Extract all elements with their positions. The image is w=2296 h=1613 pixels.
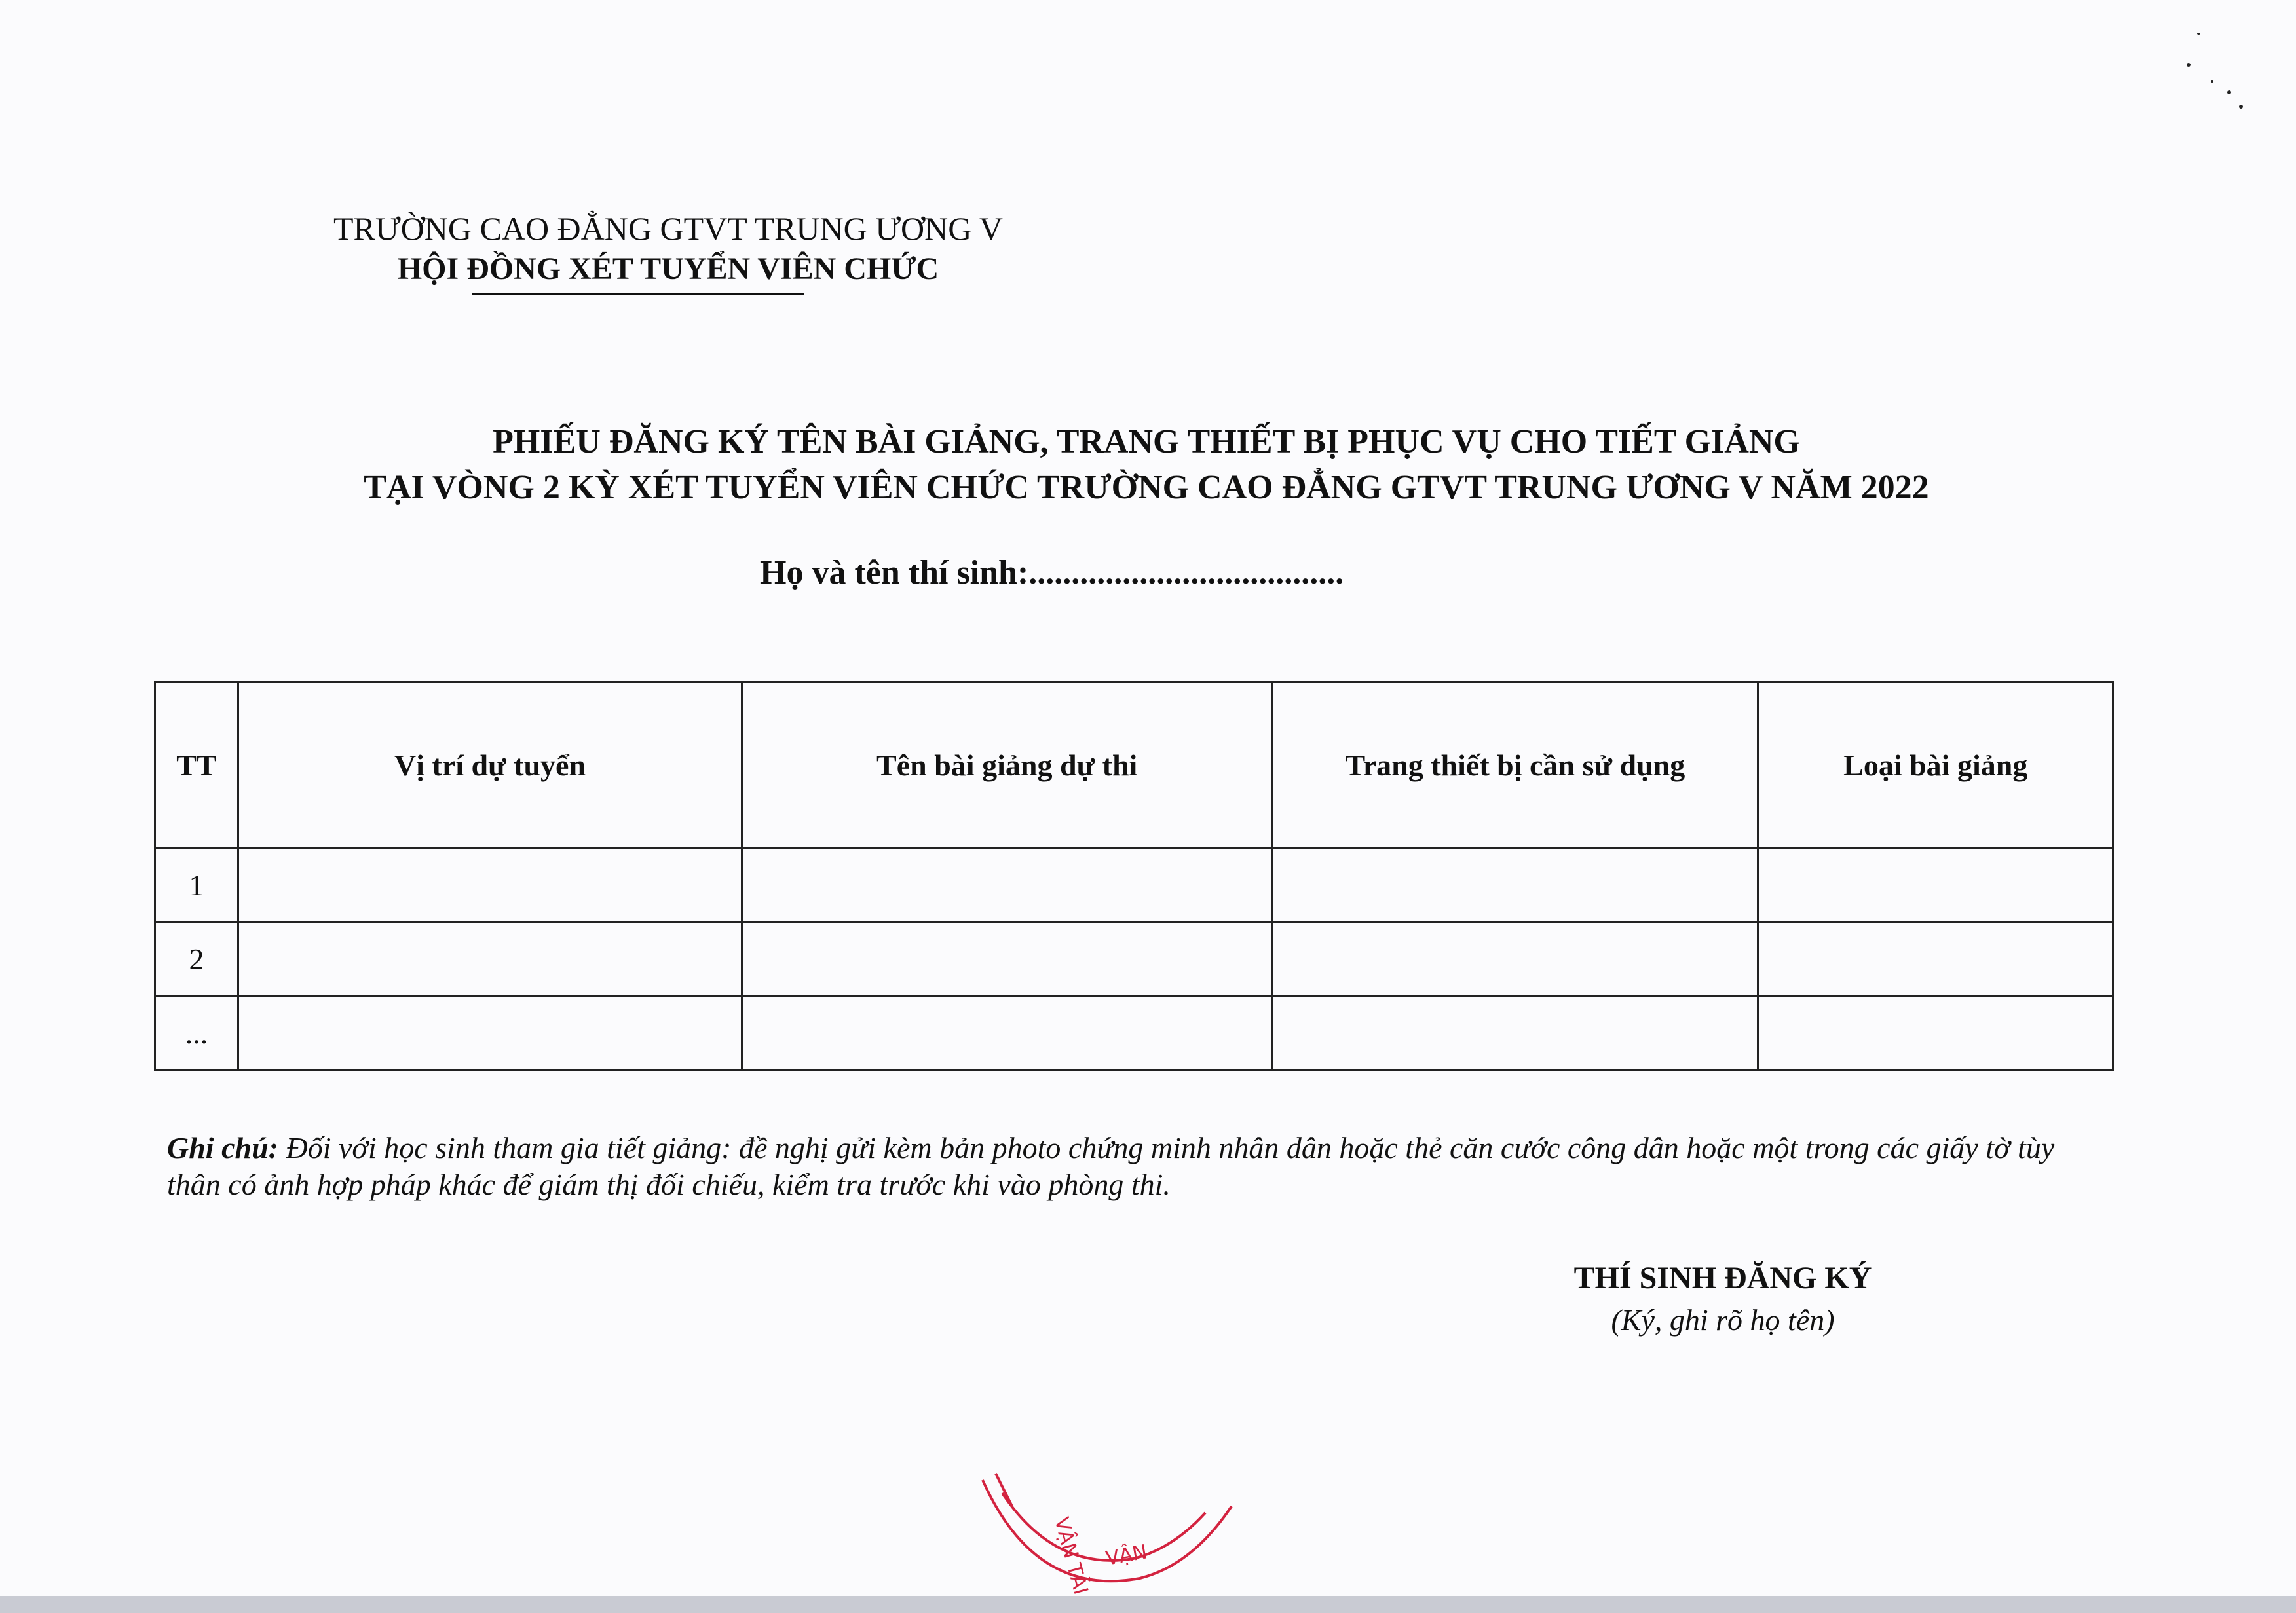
cell-equipment[interactable] [1272, 922, 1758, 996]
col-header-tt: TT [155, 682, 238, 848]
row-number: 1 [155, 848, 238, 922]
candidate-name-blank: ..................................... [1028, 554, 1344, 591]
stamp-inner-arc [1002, 1493, 1205, 1561]
scan-speck [2239, 105, 2243, 109]
stamp-text-right: VẬN [1104, 1540, 1149, 1570]
scan-speck [2227, 90, 2231, 94]
cell-lecture-title[interactable] [742, 922, 1272, 996]
organization-header [282, 208, 1055, 289]
row-number: 2 [155, 922, 238, 996]
signature-title: THÍ SINH ĐĂNG KÝ [1573, 1261, 1872, 1295]
form-title-line-2: TẠI VÒNG 2 KỲ XÉT TUYỂN VIÊN CHỨC TRƯỜNG CAO ĐẲNG GTVT TRUNG ƯƠNG V NĂM 2022 [364, 469, 1929, 506]
page-bottom-shade [0, 1596, 2296, 1613]
note-text: Đối với học sinh tham gia tiết giảng: đề nghị gửi kèm bản photo chứng minh nhân dân hoặc thẻ căn cước công dân hoặc một trong các giấy tờ tùy thân có ảnh hợp pháp khác để giám thị đối chiếu, kiểm tra trước khi vào phòng thi. [167, 1131, 2055, 1201]
signature-hint: (Ký, ghi rõ họ tên) [1611, 1303, 1835, 1337]
row-number: ... [155, 996, 238, 1070]
note [167, 1130, 2106, 1203]
cell-lecture-type[interactable] [1758, 848, 2113, 922]
table-row [155, 848, 2113, 922]
col-header-equipment: Trang thiết bị cần sử dụng [1272, 682, 1758, 848]
registration-table [154, 681, 2114, 1071]
cell-equipment[interactable] [1272, 848, 1758, 922]
col-header-lecture-type: Loại bài giảng [1758, 682, 2113, 848]
cell-lecture-type[interactable] [1758, 996, 2113, 1070]
scan-speck [2211, 80, 2213, 83]
candidate-name-label: Họ và tên thí sinh: [760, 554, 1029, 591]
table-row [155, 996, 2113, 1070]
cell-position[interactable] [238, 996, 742, 1070]
organization-name: TRƯỜNG CAO ĐẲNG GTVT TRUNG ƯƠNG V [333, 210, 1004, 247]
red-stamp-icon [976, 1467, 1251, 1598]
form-title-line-1: PHIẾU ĐĂNG KÝ TÊN BÀI GIẢNG, TRANG THIẾT BỊ PHỤC VỤ CHO TIẾT GIẢNG [493, 423, 1800, 460]
col-header-lecture-title: Tên bài giảng dự thi [742, 682, 1272, 848]
form-title [216, 419, 2077, 511]
candidate-name-field [760, 553, 1344, 592]
cell-equipment[interactable] [1272, 996, 1758, 1070]
col-header-position: Vị trí dự tuyển [238, 682, 742, 848]
note-label: Ghi chú: [167, 1131, 278, 1164]
stamp-text-left: VẬN TẢI [1049, 1515, 1093, 1597]
cell-lecture-title[interactable] [742, 996, 1272, 1070]
cell-position[interactable] [238, 922, 742, 996]
scan-speck [2197, 33, 2200, 35]
cell-lecture-title[interactable] [742, 848, 1272, 922]
stamp-tick [996, 1474, 1012, 1506]
table-header-row [155, 682, 2113, 848]
signature-block [1500, 1257, 1946, 1341]
cell-lecture-type[interactable] [1758, 922, 2113, 996]
council-name: HỘI ĐỒNG XÉT TUYỂN VIÊN CHỨC [397, 251, 939, 286]
scan-speck [2187, 63, 2191, 67]
cell-position[interactable] [238, 848, 742, 922]
council-underline [472, 293, 804, 295]
table-row [155, 922, 2113, 996]
